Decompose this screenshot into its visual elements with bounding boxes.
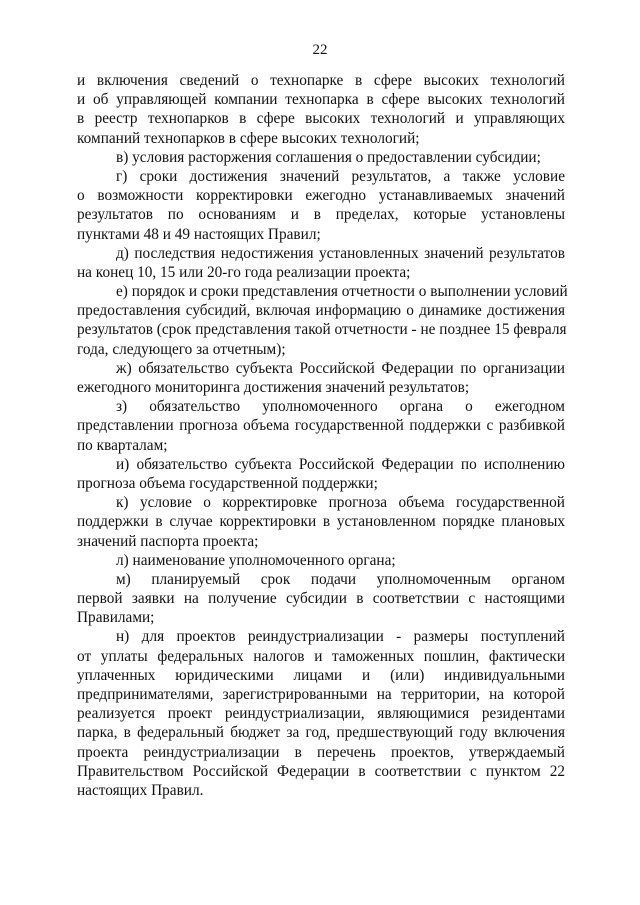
text-line: представлении прогноза объема государственной поддержки с разбивкой bbox=[77, 417, 565, 435]
text-line: н) для проектов реиндустриализации - размеры поступлений bbox=[116, 628, 565, 646]
text-line: реализуется проект реиндустриализации, являющимися резидентами bbox=[77, 705, 565, 723]
text-line: предоставления субсидий, включая информацию о динамике достижения bbox=[77, 302, 565, 320]
text-line: уплаченных юридическими лицами и (или) индивидуальными bbox=[77, 666, 565, 684]
text-line: Правительством Российской Федерации в соответствии с пунктом 22 bbox=[77, 762, 565, 780]
paragraph-item-m bbox=[77, 570, 565, 628]
paragraph-item-d bbox=[77, 244, 565, 282]
paragraph-item-l bbox=[77, 551, 565, 570]
text-line: е) порядок и сроки представления отчетности о выполнении условий bbox=[116, 283, 568, 301]
text-line: и включения сведений о технопарке в сфере высоких технологий bbox=[77, 72, 565, 89]
paragraph-item-g bbox=[77, 167, 565, 244]
paragraph-continuation bbox=[77, 71, 565, 148]
paragraph-item-v bbox=[77, 148, 565, 167]
text-line: ежегодного мониторинга достижения значений результатов; bbox=[77, 379, 470, 396]
text-line: компаний технопарков в сфере высоких технологий; bbox=[77, 129, 420, 147]
text-line: значений паспорта проекта; bbox=[77, 532, 259, 550]
text-line: л) наименование уполномоченного органа; bbox=[116, 551, 396, 569]
text-line: первой заявки на получение субсидии в соответствии с настоящими bbox=[77, 590, 565, 608]
text-line: и об управляющей компании технопарка в сфере высоких технологий bbox=[77, 91, 565, 109]
text-line: прогноза объема государственной поддержки; bbox=[77, 474, 378, 492]
text-line: ж) обязательство субъекта Российской Федерации по организации bbox=[116, 359, 565, 377]
text-line: результатов по основаниям и в пределах, которые установлены bbox=[77, 206, 565, 224]
text-line: настоящих Правил. bbox=[77, 781, 204, 799]
text-line: от уплаты федеральных налогов и таможенных пошлин, фактически bbox=[77, 647, 565, 665]
paragraph-item-e bbox=[77, 282, 568, 359]
text-line: предпринимателями, зарегистрированными на территории, на которой bbox=[77, 686, 565, 703]
text-line: о возможности корректировки ежегодно устанавливаемых значений bbox=[77, 187, 565, 205]
paragraph-item-z bbox=[77, 397, 565, 455]
text-line: на конец 10, 15 или 20-го года реализации проекта; bbox=[77, 263, 411, 281]
text-line: парка, в федеральный бюджет за год, предшествующий году включения bbox=[77, 724, 565, 742]
text-line: пунктами 48 и 49 настоящих Правил; bbox=[77, 225, 321, 243]
text-line: поддержки в случае корректировки в установленном порядке плановых bbox=[77, 513, 565, 531]
text-line: года, следующего за отчетным); bbox=[77, 340, 286, 358]
paragraph-item-zh bbox=[77, 359, 565, 397]
paragraph-item-k bbox=[77, 493, 565, 551]
paragraph-item-i bbox=[77, 455, 565, 493]
text-line: проекта реиндустриализации в перечень проектов, утверждаемый bbox=[77, 743, 565, 761]
text-line: к) условие о корректировке прогноза объема государственной bbox=[116, 494, 565, 512]
text-line: в реестр технопарков в сфере высоких технологий и управляющих bbox=[77, 110, 565, 128]
text-line: в) условия расторжения соглашения о предоставлении субсидии; bbox=[116, 148, 541, 166]
text-line: д) последствия недостижения установленных значений результатов bbox=[116, 244, 565, 262]
document-body bbox=[77, 71, 568, 800]
text-line: з) обязательство уполномоченного органа о ежегодном bbox=[116, 398, 565, 416]
text-line: результатов (срок представления такой отчетности - не позднее 15 февраля bbox=[77, 321, 567, 339]
text-line: г) сроки достижения значений результатов, а также условие bbox=[116, 167, 565, 185]
text-line: м) планируемый срок подачи уполномоченным органом bbox=[116, 570, 565, 588]
page-number: 22 bbox=[312, 42, 328, 58]
text-line: и) обязательство субъекта Российской Федерации по исполнению bbox=[116, 455, 565, 473]
text-line: Правилами; bbox=[77, 609, 155, 627]
paragraph-item-n bbox=[77, 627, 565, 800]
text-line: по кварталам; bbox=[77, 436, 168, 454]
